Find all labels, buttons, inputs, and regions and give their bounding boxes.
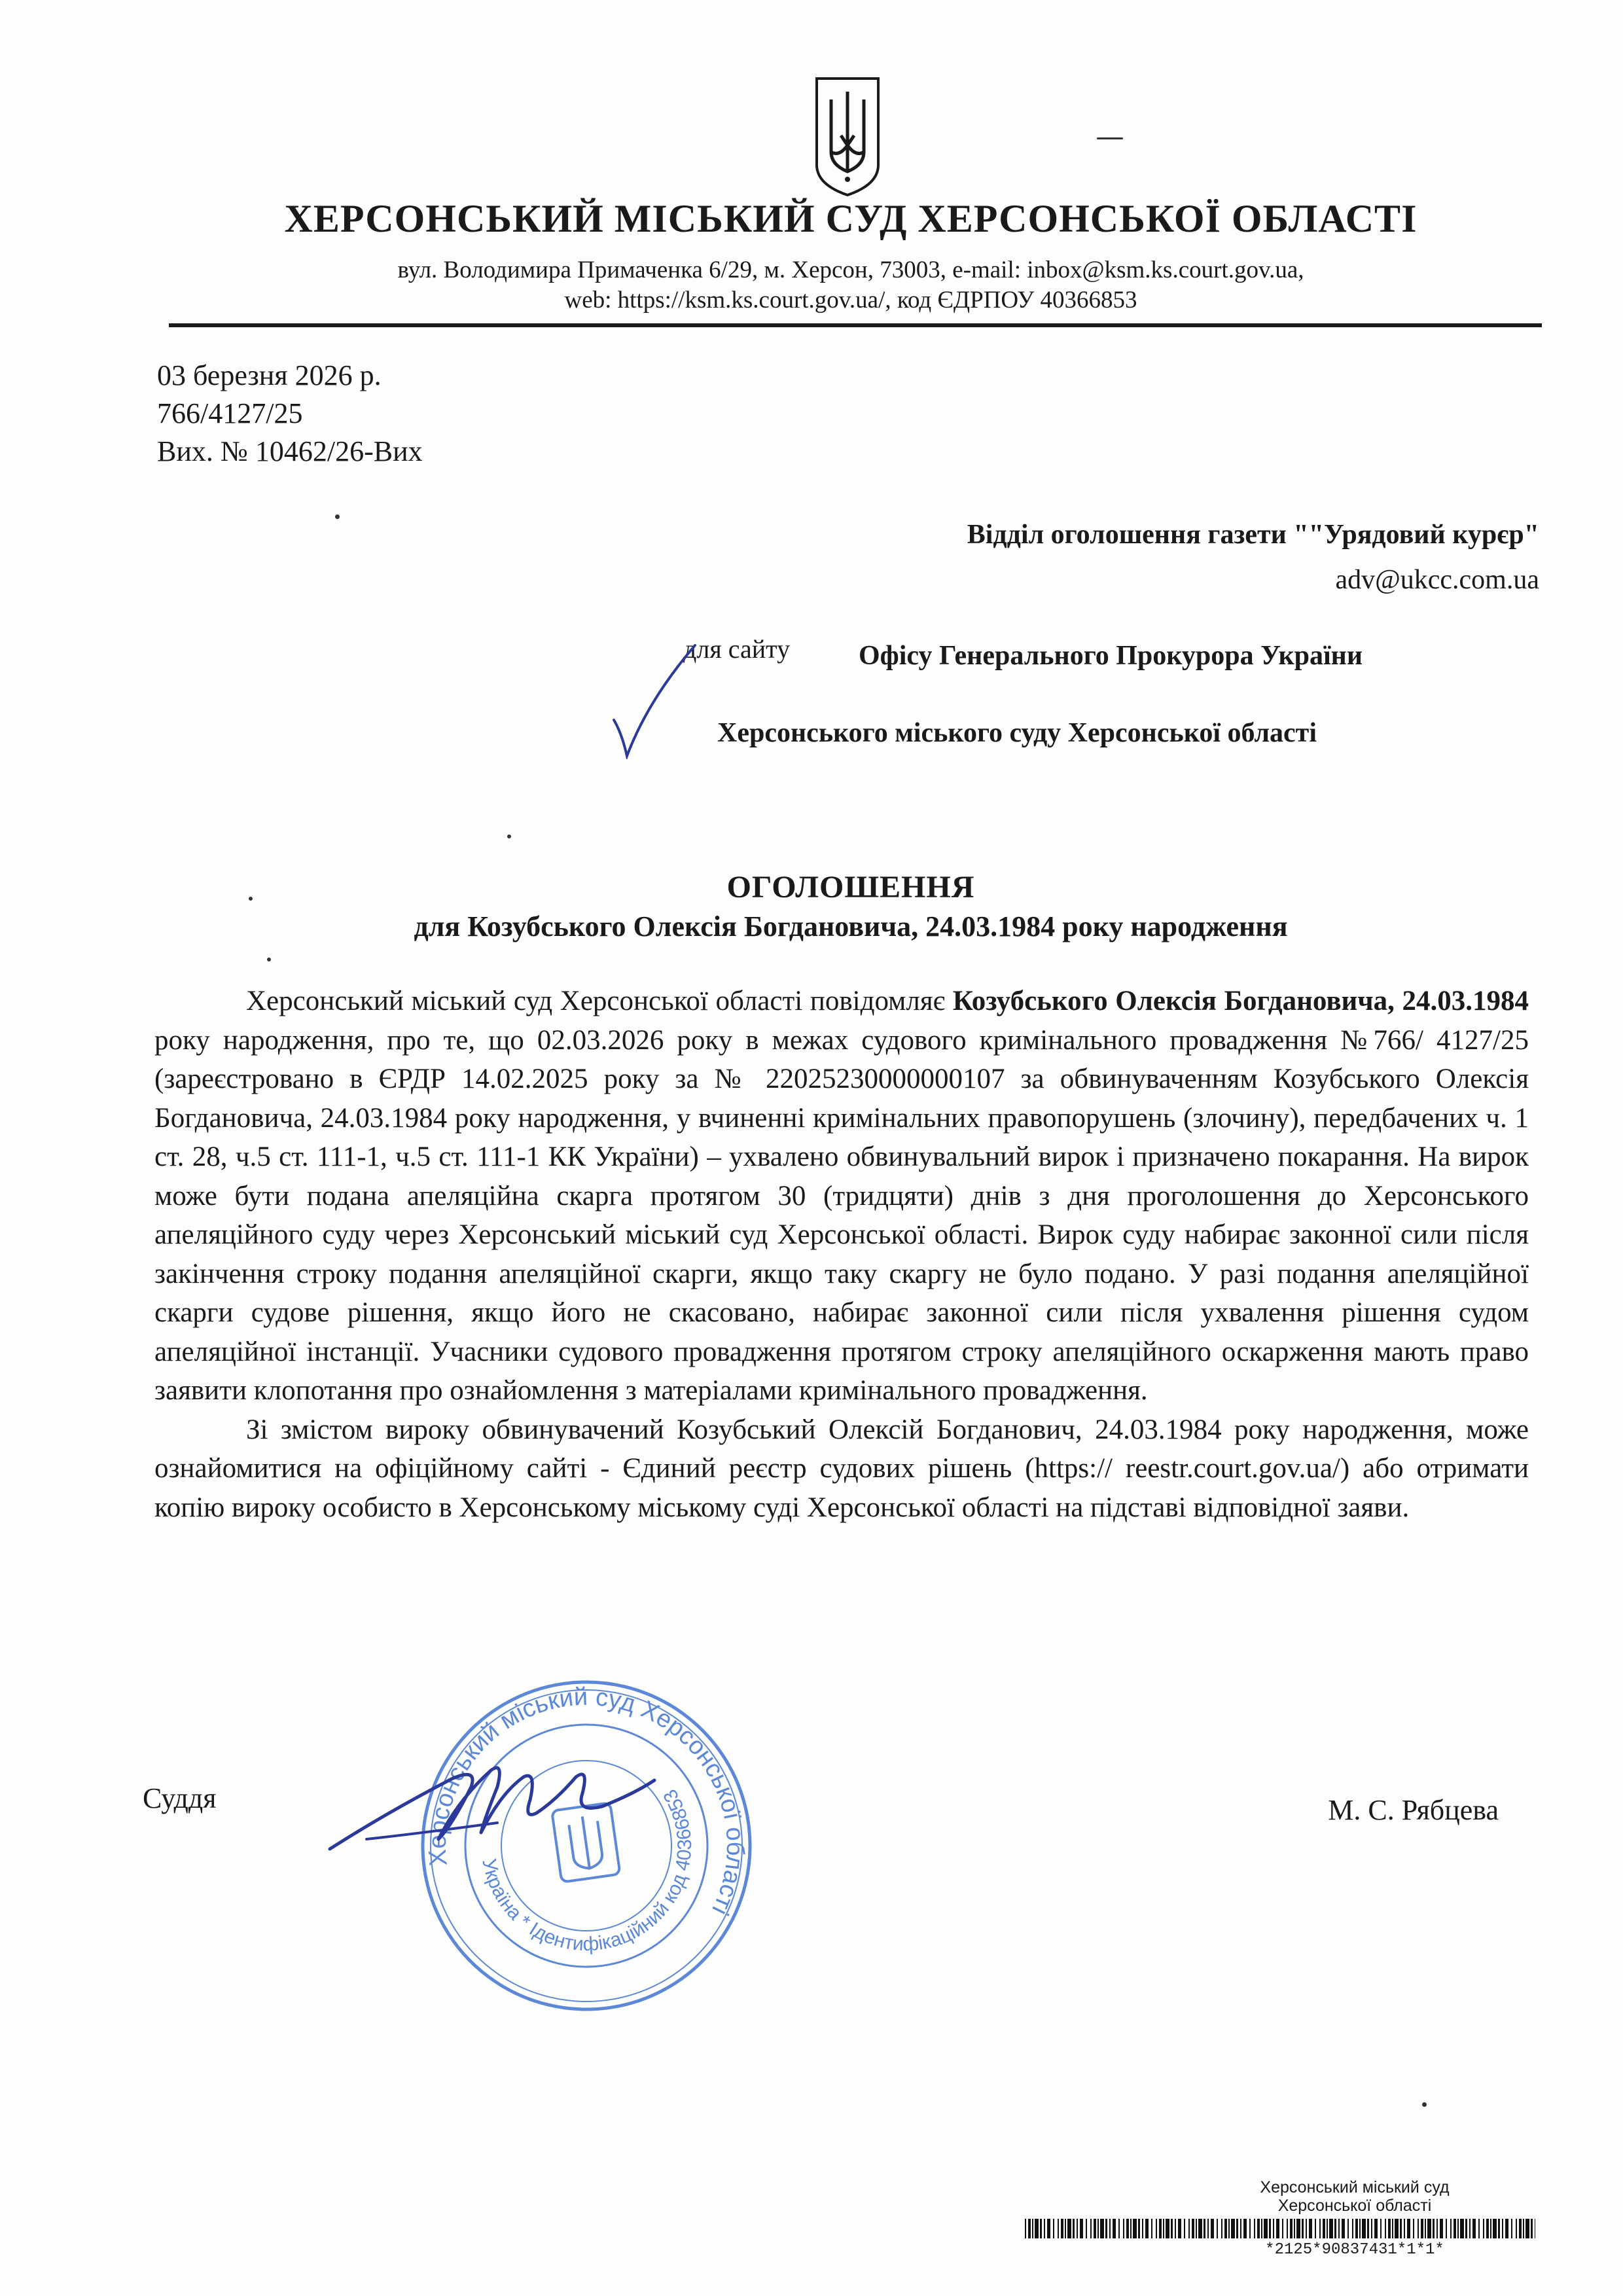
- court-address-line-2: web: https://ksm.ks.court.gov.ua/, код ЄДРПОУ 40366853: [564, 287, 1137, 314]
- barcode-bar: [1184, 2219, 1185, 2238]
- barcode-bar: [1319, 2219, 1321, 2238]
- barcode-bar: [1302, 2219, 1304, 2238]
- barcode-bar: [1163, 2219, 1164, 2238]
- barcode-bar: [1047, 2219, 1050, 2238]
- barcode-bar: [1355, 2219, 1358, 2238]
- barcode-bar: [1502, 2219, 1503, 2238]
- barcode-bar: [1217, 2219, 1218, 2238]
- barcode-bar: [1073, 2219, 1075, 2238]
- barcode-bar: [1516, 2219, 1517, 2238]
- barcode-bar: [1296, 2219, 1300, 2238]
- barcode-bar: [1392, 2219, 1393, 2238]
- barcode-bar: [1025, 2219, 1026, 2238]
- barcode-bar: [1178, 2219, 1181, 2238]
- notice-paragraph-2: Зі змістом вироку обвинувачений Козубський Олексій Богданович, 24.03.1984 року народження, може ознайомитися на офіційному сайті - Єдиний реєстр судових рішень (https:// reestr.court.gov.ua/) або отримати копію вироку особисто в Херсонському міському суді Херсонської області на підставі відповідної заяви.: [154, 1414, 1529, 1523]
- barcode-bar: [1156, 2219, 1157, 2238]
- barcode-bar: [1404, 2219, 1405, 2238]
- notice-paragraph-1: Херсонський міський суд Херсонської області повідомляє Козубського Олексія Богдановича, 24.03.1984 року народження, про те, що 02.03.2026 року в межах судового кримінального провадження №766/ 4127/25 (зареєстровано в ЄРДР 14.02.2025 року за № 22025230000000107 за обвинуваченням Козубського Олексія Богдановича, 24.03.1984 року народження, у вчиненні кримінальних правопорушень (злочину), передбачених ч. 1 ст. 28, ч.5 ст. 111-1, ч.5 ст. 111-1 КК України) – ухвалено обвинувальний вирок і призначено покарання. На вирок може бути подана апеляційна скарга протягом 30 (тридцяти) днів з дня проголошення до Херсонського апеляційного суду через Херсонський міський суд Херсонської області. Вирок суду набирає законної сили після закінчення строку подання апеляційної скарги, якщо таку скаргу не було подано. У разі подання апеляційної скарги судове рішення, якщо його не скасовано, набирає законної сили після ухвалення рішення судом апеляційної інстанції. Учасники судового провадження протягом строку апеляційного оскарження мають право заявити клопотання про ознайомлення з матеріалами кримінального провадження.: [154, 986, 1529, 1406]
- case-number: 766/4127/25: [157, 397, 303, 429]
- barcode-bar: [1100, 2219, 1104, 2238]
- barcode-bar: [1269, 2219, 1271, 2238]
- barcode-bar: [1254, 2219, 1255, 2238]
- barcode-bar: [1525, 2219, 1529, 2238]
- document-date: 03 березня 2026 р.: [157, 359, 382, 391]
- footer-court-line-2: Херсонської області: [1277, 2197, 1432, 2215]
- barcode-bar: [1380, 2219, 1382, 2238]
- barcode-bar: [1261, 2219, 1262, 2238]
- barcode-bar: [1446, 2219, 1447, 2238]
- barcode-bar: [1440, 2219, 1443, 2238]
- handwritten-checkmark-icon: [609, 641, 700, 759]
- barcode-bar: [1028, 2219, 1031, 2238]
- barcode-bar: [1138, 2219, 1140, 2238]
- barcode: [1025, 2219, 1535, 2238]
- barcode-bar: [1478, 2219, 1480, 2238]
- barcode-bar: [1061, 2219, 1063, 2238]
- scan-artifact: [267, 958, 271, 961]
- barcode-bar: [1457, 2219, 1459, 2238]
- barcode-bar: [1472, 2219, 1476, 2238]
- barcode-bar: [1338, 2219, 1340, 2238]
- barcode-bar: [1450, 2219, 1452, 2238]
- barcode-bar: [1221, 2219, 1222, 2238]
- outgoing-number: Вих. № 10462/26-Вих: [157, 435, 423, 467]
- barcode-bar: [1126, 2219, 1129, 2238]
- barcode-bar: [1240, 2219, 1241, 2238]
- defendant-name: Козубського Олексія Богдановича, 24.03.1984: [952, 986, 1529, 1016]
- barcode-bar: [1460, 2219, 1464, 2238]
- barcode-bar: [1123, 2219, 1124, 2238]
- barcode-bar: [1425, 2219, 1426, 2238]
- barcode-bar: [1469, 2219, 1471, 2238]
- footer-court-line-1: Херсонський міський суд: [1260, 2178, 1450, 2197]
- for-site-label: для сайту: [683, 634, 791, 664]
- barcode-bar: [1077, 2219, 1078, 2238]
- barcode-bar: [1105, 2219, 1107, 2238]
- barcode-bar: [1388, 2219, 1391, 2238]
- barcode-bar: [1290, 2219, 1293, 2238]
- barcode-bar: [1257, 2219, 1260, 2238]
- barcode-bar: [1044, 2219, 1045, 2238]
- barcode-bar: [1231, 2219, 1235, 2238]
- barcode-bar: [1097, 2219, 1099, 2238]
- barcode-bar: [1053, 2219, 1054, 2238]
- barcode-bar: [1090, 2219, 1092, 2238]
- barcode-bar: [1493, 2219, 1497, 2238]
- barcode-bar: [1175, 2219, 1176, 2238]
- barcode-bar: [1385, 2219, 1386, 2238]
- footer-registration-label: [1171, 2178, 1538, 2215]
- barcode-bar: [1327, 2219, 1328, 2238]
- court-address-line-1: вул. Володимира Примаченка 6/29, м. Херсон, 73003, e-mail: inbox@ksm.ks.court.gov.ua,: [397, 257, 1304, 283]
- barcode-bar: [1133, 2219, 1137, 2238]
- barcode-bar: [1198, 2219, 1202, 2238]
- barcode-bar: [1224, 2219, 1227, 2238]
- judge-name: М. С. Рябцева: [1328, 1794, 1499, 1826]
- judge-label: Суддя: [143, 1782, 217, 1814]
- barcode-bar: [1427, 2219, 1431, 2238]
- header-divider: [169, 323, 1542, 327]
- barcode-bar: [1080, 2219, 1083, 2238]
- barcode-bar: [1329, 2219, 1333, 2238]
- barcode-bar: [1130, 2219, 1132, 2238]
- judge-signature: [327, 1741, 668, 1859]
- notice-subtitle: для Козубського Олексія Богдановича, 24.03.1984 року народження: [414, 910, 1288, 942]
- barcode-bar: [1145, 2219, 1149, 2238]
- barcode-bar: [1294, 2219, 1295, 2238]
- court-title: ХЕРСОНСЬКИЙ МІСЬКИЙ СУД ХЕРСОНСЬКОЇ ОБЛАСТІ: [284, 197, 1418, 240]
- barcode-bar: [1211, 2219, 1214, 2238]
- barcode-bar: [1359, 2219, 1361, 2238]
- barcode-bar: [1151, 2219, 1152, 2238]
- barcode-bar: [1196, 2219, 1197, 2238]
- barcode-bar: [1523, 2219, 1524, 2238]
- barcode-bar: [1407, 2219, 1410, 2238]
- barcode-bar: [1166, 2219, 1169, 2238]
- barcode-bar: [1306, 2219, 1307, 2238]
- barcode-bar: [1367, 2219, 1369, 2238]
- barcode-bar: [1490, 2219, 1491, 2238]
- barcode-bar: [1264, 2219, 1268, 2238]
- barcode-bar: [1109, 2219, 1111, 2238]
- barcode-bar: [1418, 2219, 1419, 2238]
- barcode-bar: [1273, 2219, 1274, 2238]
- barcode-bar: [1323, 2219, 1325, 2238]
- barcode-bar: [1171, 2219, 1173, 2238]
- barcode-bar: [1413, 2219, 1414, 2238]
- scan-artifact: [1097, 137, 1123, 139]
- barcode-bar: [1400, 2219, 1402, 2238]
- barcode-bar: [1159, 2219, 1162, 2238]
- recipient-court: Херсонського міського суду Херсонської області: [717, 718, 1317, 748]
- scan-artifact: [507, 834, 511, 838]
- barcode-bar: [1204, 2219, 1205, 2238]
- recipient-newspaper-email: adv@ukcc.com.ua: [1335, 565, 1539, 595]
- barcode-bar: [1511, 2219, 1512, 2238]
- barcode-bar: [1315, 2219, 1316, 2238]
- barcode-bar: [1067, 2219, 1071, 2238]
- barcode-bar: [1065, 2219, 1066, 2238]
- barcode-bar: [1142, 2219, 1143, 2238]
- barcode-bar: [1352, 2219, 1353, 2238]
- barcode-bar: [1465, 2219, 1467, 2238]
- barcode-bar: [1282, 2219, 1283, 2238]
- barcode-bar: [1188, 2219, 1190, 2238]
- barcode-bar: [1094, 2219, 1096, 2238]
- scan-artifact: [1422, 2102, 1427, 2107]
- notice-body: [154, 982, 1529, 1527]
- recipient-newspaper: Відділ оголошення газети ""Урядовий курєр": [967, 520, 1539, 550]
- barcode-bar: [1505, 2219, 1508, 2238]
- court-address: [0, 255, 1623, 315]
- barcode-bar: [1347, 2219, 1349, 2238]
- barcode-bar: [1519, 2219, 1522, 2238]
- notice-title: ОГОЛОШЕННЯ: [726, 870, 975, 905]
- barcode-bar: [1433, 2219, 1435, 2238]
- barcode-bar: [1032, 2219, 1033, 2238]
- stamp-outer-text: Херсонський міський суд Херсонської області: [423, 1683, 749, 1920]
- barcode-bar: [1371, 2219, 1372, 2238]
- barcode-bar: [1436, 2219, 1438, 2238]
- barcode-number: *2125*90837431*1*1*: [1265, 2241, 1444, 2259]
- barcode-bar: [1362, 2219, 1366, 2238]
- barcode-bar: [1421, 2219, 1423, 2238]
- barcode-bar: [1228, 2219, 1230, 2238]
- barcode-bar: [1287, 2219, 1288, 2238]
- barcode-bar: [1040, 2219, 1042, 2238]
- barcode-bar: [1113, 2219, 1116, 2238]
- barcode-bar: [1236, 2219, 1238, 2238]
- barcode-bar: [1309, 2219, 1312, 2238]
- coat-of-arms-icon: [812, 73, 883, 198]
- barcode-bar: [1342, 2219, 1345, 2238]
- scan-artifact: [335, 514, 340, 519]
- barcode-bar: [1249, 2219, 1251, 2238]
- barcode-bar: [1035, 2219, 1039, 2238]
- barcode-bar: [1086, 2219, 1087, 2238]
- barcode-bar: [1243, 2219, 1247, 2238]
- stamp-inner-text: Україна * Ідентифікаційний код 40366853: [478, 1785, 696, 1956]
- barcode-bar: [1334, 2219, 1336, 2238]
- scan-artifact: [249, 897, 253, 901]
- barcode-bar: [1486, 2219, 1489, 2238]
- barcode-bar: [1192, 2219, 1194, 2238]
- barcode-bar: [1374, 2219, 1378, 2238]
- barcode-bar: [1118, 2219, 1120, 2238]
- barcode-bar: [1276, 2219, 1279, 2238]
- barcode-bar: [1207, 2219, 1209, 2238]
- barcode-bar: [1483, 2219, 1484, 2238]
- barcode-bar: [1531, 2219, 1533, 2238]
- recipient-prosecutor: Офісу Генерального Прокурора України: [859, 641, 1363, 671]
- barcode-bar: [1058, 2219, 1059, 2238]
- barcode-bar: [1395, 2219, 1399, 2238]
- barcode-bar: [1498, 2219, 1500, 2238]
- barcode-bar: [1454, 2219, 1456, 2238]
